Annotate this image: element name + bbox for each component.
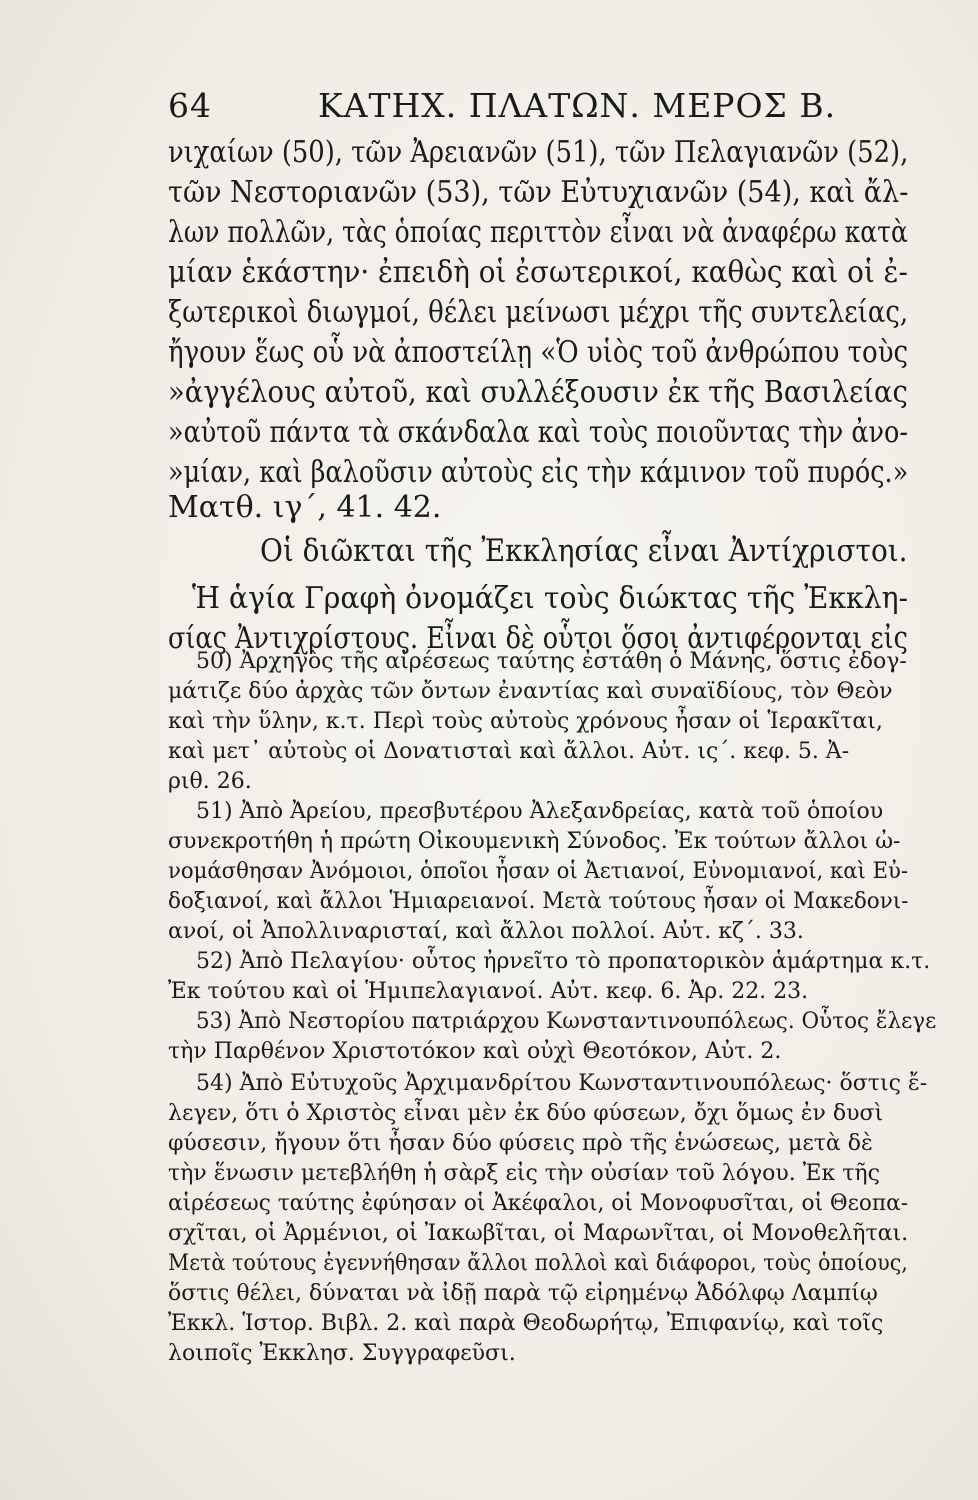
footnote-line: ανοί, οἱ Ἀπολλιναρισταί, καὶ ἄλλοι πολλοί. Αὐτ. κζ´. 33. (168, 919, 804, 944)
footnote-line: νομάσθησαν Ἀνόμοιοι, ὁποῖοι ἦσαν οἱ Ἀετιανοί, Εὐνομιανοί, καὶ Εὐ- (168, 859, 909, 884)
footnote-line: μάτιζε δύο ἀρχὰς τῶν ὄντων ἐναντίας καὶ συναϊδίους, τὸν Θεὸν (168, 679, 893, 704)
footnote-line: 54) Ἀπὸ Εὐτυχοῦς Ἀρχιμανδρίτου Κωνσταντινουπόλεως· ὅστις ἔ- (196, 1071, 928, 1096)
section-heading: Οἱ διῶκται τῆς Ἐκκλησίας εἶναι Ἀντίχριστοι. (260, 533, 908, 569)
text-line: νιχαίων (50), τῶν Ἀρειανῶν (51), τῶν Πελαγιανῶν (52), (168, 135, 909, 170)
text-line: »ἀγγέλους αὐτοῦ, καὶ συλλέξουσιν ἐκ τῆς Βασιλείας (168, 375, 908, 410)
text-line: »αὐτοῦ πάντα τὰ σκάνδαλα καὶ τοὺς ποιοῦντας τὴν ἀνο- (168, 415, 908, 450)
footnote-line: Ἐκ τούτου καὶ οἱ Ἡμιπελαγιανοί. Αὐτ. κεφ. 6. Ἀρ. 22. 23. (168, 979, 809, 1004)
running-title: ΚΑΤΗΧ. ΠΛΑΤΩΝ. ΜΕΡΟΣ Β. (318, 86, 837, 125)
footnote-line: Μετὰ τούτους ἐγεννήθησαν ἄλλοι πολλοὶ καὶ διάφοροι, τοὺς ὁποίους, (168, 1251, 908, 1276)
page-number: 64 (168, 86, 212, 125)
footnote-line: τὴν Παρθένον Χριστοτόκον καὶ οὐχὶ Θεοτόκον, Αὐτ. 2. (168, 1039, 782, 1064)
footnote-line: συνεκροτήθη ἡ πρώτη Οἰκουμενικὴ Σύνοδος. Ἐκ τούτων ἄλλοι ὠ- (168, 829, 901, 854)
footnote-line: καὶ τὴν ὕλην, κ.τ. Περὶ τοὺς αὐτοὺς χρόνους ἦσαν οἱ Ἱερακῖται, (168, 709, 883, 734)
text-line: σίας Ἀντιχρίστους. Εἶναι δὲ οὗτοι ὅσοι ἀντιφέρονται εἰς (168, 621, 908, 656)
text-line: λων πολλῶν, τὰς ὁποίας περιττὸν εἶναι νὰ ἀναφέρω κατὰ (168, 215, 908, 250)
page-header (168, 86, 908, 130)
footnote-line: λεγεν, ὅτι ὁ Χριστὸς εἶναι μὲν ἐκ δύο φύσεων, ὄχι ὅμως ἐν δυσὶ (168, 1101, 884, 1126)
footnote-line: καὶ μετ᾽ αὐτοὺς οἱ Δονατισταὶ καὶ ἄλλοι. Αὐτ. ις´. κεφ. 5. Ἀ- (168, 739, 850, 764)
footnote-line: λοιποῖς Ἐκκλησ. Συγγραφεῦσι. (168, 1341, 516, 1366)
footnote-line: σχῖται, οἱ Ἀρμένιοι, οἱ Ἰακωβῖται, οἱ Μαρωνῖται, οἱ Μονοθελῆται. (168, 1221, 909, 1246)
text-line: Ἡ ἁγία Γραφὴ ὀνομάζει τοὺς διώκτας τῆς Ἐκκλη- (192, 581, 909, 616)
footnote-line: δοξιανοί, καὶ ἄλλοι Ἡμιαρειανοί. Μετὰ τούτους ἦσαν οἱ Μακεδονι- (168, 889, 909, 914)
text-line: ἤγουν ἕως οὗ νὰ ἀποστείλῃ «Ὁ υἱὸς τοῦ ἀνθρώπου τοὺς (168, 335, 909, 370)
footnote-line: τὴν ἕνωσιν μετεβλήθη ἡ σὰρξ εἰς τὴν οὐσίαν τοῦ λόγου. Ἐκ τῆς (168, 1161, 880, 1186)
text-line: μίαν ἑκάστην· ἐπειδὴ οἱ ἐσωτερικοί, καθὼς καὶ οἱ ἐ- (168, 255, 908, 290)
text-line: τῶν Νεστοριανῶν (53), τῶν Εὐτυχιανῶν (54), καὶ ἄλ- (168, 175, 909, 210)
footnote-line: 50) Ἀρχηγὸς τῆς αἱρέσεως ταύτης ἐστάθη ὁ Μάνης, ὅστις ἐδογ- (196, 649, 907, 674)
footnote-line: 51) Ἀπὸ Ἀρείου, πρεσβυτέρου Ἀλεξανδρείας, κατὰ τοῦ ὁποίου (196, 799, 884, 824)
text-line: Ματθ. ιγ´, 41. 42. (168, 490, 442, 525)
footnote-line: Ἐκκλ. Ἱστορ. Βιβλ. 2. καὶ παρὰ Θεοδωρήτῳ, Ἐπιφανίῳ, καὶ τοῖς (168, 1311, 884, 1336)
footnote-line: 53) Ἀπὸ Νεστορίου πατριάρχου Κωνσταντινουπόλεως. Οὗτος ἔλεγε (196, 1009, 937, 1034)
footnote-line: φύσεσιν, ἤγουν ὅτι ἦσαν δύο φύσεις πρὸ τῆς ἑνώσεως, μετὰ δὲ (168, 1131, 873, 1156)
text-line: »μίαν, καὶ βαλοῦσιν αὐτοὺς εἰς τὴν κάμινον τοῦ πυρός.» (168, 455, 909, 490)
footnote-line: ὅστις θέλει, δύναται νὰ ἰδῇ παρὰ τῷ εἰρημένῳ Ἀδόλφῳ Λαμπίῳ (168, 1281, 878, 1306)
text-line: ξωτερικοὶ διωγμοί, θέλει μείνωσι μέχρι τῆς συντελείας, (168, 295, 909, 330)
footnote-line: ριθ. 26. (168, 769, 252, 794)
footnote-line: αἱρέσεως ταύτης ἐφύησαν οἱ Ἀκέφαλοι, οἱ Μονοφυσῖται, οἱ Θεοπα- (168, 1191, 909, 1216)
footnote-line: 52) Ἀπὸ Πελαγίου· οὗτος ἠρνεῖτο τὸ προπατορικὸν ἁμάρτημα κ.τ. (196, 949, 931, 974)
